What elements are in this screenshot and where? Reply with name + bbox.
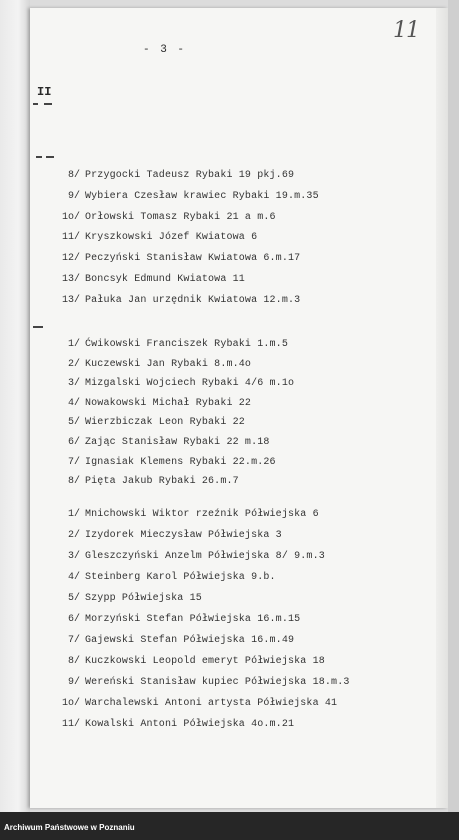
entry-number: 9/ — [67, 190, 80, 202]
list-item — [58, 593, 202, 604]
entry-text: Ćwikowski Franciszek Rybaki 1.m.5 — [85, 339, 288, 350]
list-item — [58, 572, 276, 583]
list-item — [58, 698, 337, 709]
entry-number: 1o/ — [61, 698, 80, 709]
entry-text: Gleszczyński Anzelm Półwiejska 8/ 9.m.3 — [85, 551, 325, 562]
list-item — [58, 274, 245, 285]
margin-mark — [46, 156, 54, 158]
entry-text: Mnichowski Wiktor rzeźnik Półwiejska 6 — [85, 509, 319, 520]
entry-number: 7/ — [67, 635, 80, 646]
page-number: - 3 - — [143, 44, 187, 56]
entry-number: 2/ — [67, 530, 80, 541]
list-item — [58, 339, 288, 350]
entry-text: Szypp Półwiejska 15 — [85, 593, 202, 604]
list-item — [58, 635, 294, 646]
entry-number: 2/ — [67, 358, 80, 370]
entry-text: Orłowski Tomasz Rybaki 21 a m.6 — [85, 211, 276, 223]
entry-number: 1o/ — [61, 211, 80, 223]
margin-mark — [36, 156, 42, 158]
list-item — [58, 417, 245, 428]
entry-number: 13/ — [61, 274, 80, 285]
list-item — [58, 614, 300, 625]
entry-number: 5/ — [67, 417, 80, 429]
margin-mark — [44, 103, 52, 105]
list-item — [58, 191, 319, 202]
entry-text: Nowakowski Michał Rybaki 22 — [85, 397, 252, 409]
entry-text: Wybiera Czesław krawiec Rybaki 19.m.35 — [85, 190, 319, 202]
entry-number: 3/ — [67, 378, 80, 390]
entry-text: Steinberg Karol Półwiejska 9.b. — [85, 572, 276, 583]
list-item — [58, 530, 282, 541]
list-item — [58, 476, 239, 487]
list-item — [58, 359, 251, 370]
entry-text: Boncsyk Edmund Kwiatowa 11 — [85, 274, 245, 285]
entry-number: 4/ — [67, 397, 80, 409]
entry-number: 1/ — [67, 339, 80, 350]
list-item — [58, 170, 294, 181]
entry-text: Pałuka Jan urzędnik Kwiatowa 12.m.3 — [85, 294, 301, 306]
entry-number: 11/ — [61, 232, 80, 244]
entry-number: 12/ — [61, 253, 80, 265]
entry-text: Przygocki Tadeusz Rybaki 19 pkj.69 — [85, 170, 295, 181]
entry-text: Pięta Jakub Rybaki 26.m.7 — [85, 476, 239, 488]
entry-number: 3/ — [67, 551, 80, 562]
entry-number: 8/ — [67, 476, 80, 488]
entry-text: Izydorek Mieczysław Półwiejska 3 — [85, 530, 282, 541]
list-item — [58, 398, 251, 409]
entry-number: 5/ — [67, 593, 80, 604]
list-item — [58, 253, 300, 264]
list-item — [58, 212, 276, 223]
entry-number: 13/ — [61, 294, 80, 306]
entry-number: 6/ — [67, 437, 80, 448]
list-item — [58, 437, 270, 448]
right-scan-margin — [448, 0, 459, 812]
margin-mark — [33, 103, 38, 105]
entry-number: 11/ — [61, 719, 80, 730]
list-item — [58, 232, 257, 243]
archive-label: Archiwum Państwowe w Poznaniu — [4, 823, 135, 832]
entry-text: Kowalski Antoni Półwiejska 4o.m.21 — [85, 719, 295, 730]
margin-mark — [33, 326, 43, 328]
list-item — [58, 509, 319, 520]
list-item — [58, 378, 294, 389]
entry-text: Kryszkowski Józef Kwiatowa 6 — [85, 232, 258, 244]
entry-text: Zając Stanisław Rybaki 22 m.18 — [85, 437, 270, 448]
entry-text: Gajewski Stefan Półwiejska 16.m.49 — [85, 635, 295, 646]
entry-text: Mizgalski Wojciech Rybaki 4/6 m.1o — [85, 378, 295, 390]
list-item — [58, 719, 294, 730]
list-item — [58, 295, 300, 306]
list-item — [58, 457, 276, 468]
entry-number: 1/ — [67, 509, 80, 520]
previous-page-edge — [0, 0, 30, 812]
entry-text: Morzyński Stefan Półwiejska 16.m.15 — [85, 614, 301, 625]
list-item — [58, 677, 350, 688]
entry-text: Peczyński Stanisław Kwiatowa 6.m.17 — [85, 253, 301, 265]
entry-text: Warchalewski Antoni artysta Półwiejska 41 — [85, 698, 338, 709]
entry-number: 4/ — [67, 572, 80, 583]
entry-number: 8/ — [67, 656, 80, 667]
entry-text: Kuczewski Jan Rybaki 8.m.4o — [85, 358, 252, 370]
list-item — [58, 656, 325, 667]
entry-text: Ignasiak Klemens Rybaki 22.m.26 — [85, 456, 276, 468]
entry-number: 7/ — [67, 456, 80, 468]
entry-text: Kuczkowski Leopold emeryt Półwiejska 18 — [85, 656, 325, 667]
entry-text: Wereński Stanisław kupiec Półwiejska 18.m.3 — [85, 677, 350, 688]
entry-number: 6/ — [67, 614, 80, 625]
page-edge-shadow — [436, 8, 448, 808]
archive-folio-number: 11 — [393, 18, 419, 43]
list-item — [58, 551, 325, 562]
entry-number: 9/ — [67, 677, 80, 688]
entry-number: 8/ — [67, 170, 80, 181]
section-numeral: II — [37, 85, 52, 99]
entry-text: Wierzbiczak Leon Rybaki 22 — [85, 417, 245, 429]
